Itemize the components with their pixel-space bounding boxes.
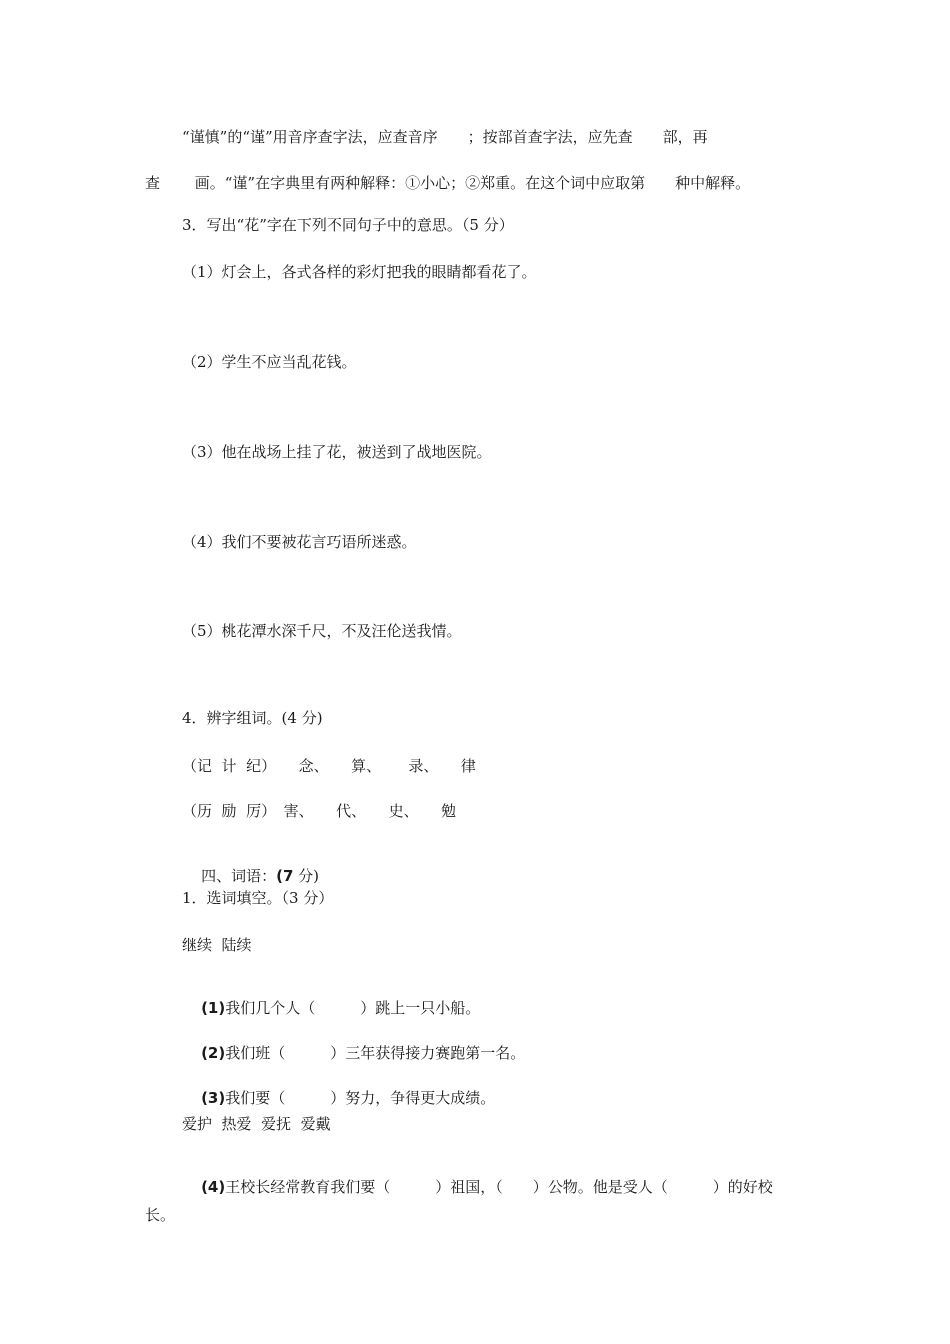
item-number: (1) xyxy=(201,999,226,1017)
text-line-2: 查 画。“谨”在字典里有两种解释：①小心；②郑重。在这个词中应取第 种中解释。 xyxy=(145,174,751,192)
text-line-1: “谨慎”的“谨”用音序查字法，应查音序 ；按部首查字法，应先查 部，再 xyxy=(182,128,708,146)
section-4-title: 四、词语： xyxy=(201,867,277,885)
sentence-1: （1）灯会上，各式各样的彩灯把我的眼睛都看花了。 xyxy=(182,263,537,281)
word-choices-2: 爱护 热爱 爱抚 爱戴 xyxy=(182,1115,331,1133)
item-number: (2) xyxy=(201,1044,226,1062)
fill-blank-4 xyxy=(182,1157,773,1217)
item-number: (4) xyxy=(201,1178,226,1196)
fill-blank-4-continued: 长。 xyxy=(145,1206,176,1224)
question-3-heading: 3．写出“花”字在下列不同句子中的意思。（5 分） xyxy=(182,216,514,234)
item-text: 我们几个人（ ）跳上一只小船。 xyxy=(225,999,481,1017)
item-text: 我们要（ ）努力，争得更大成绩。 xyxy=(225,1089,496,1107)
question-1-heading: 1．选词填空。（3 分） xyxy=(182,889,334,907)
sentence-2: （2）学生不应当乱花钱。 xyxy=(182,353,357,371)
word-group-row-1: （记 计 纪） 念、 算、 录、 律 xyxy=(182,757,476,775)
sentence-3: （3）他在战场上挂了花，被送到了战地医院。 xyxy=(182,443,492,461)
item-number: (3) xyxy=(201,1089,226,1107)
item-text: 王校长经常教育我们要（ ）祖国，（ ）公物。他是受人（ ）的好校 xyxy=(225,1178,773,1196)
item-text: 我们班（ ）三年获得接力赛跑第一名。 xyxy=(225,1044,526,1062)
word-group-row-2: （历 励 厉） 害、 代、 史、 勉 xyxy=(182,802,457,820)
question-4-heading: 4．辨字组词。(4 分) xyxy=(182,709,323,727)
word-choices-1: 继续 陆续 xyxy=(182,936,252,954)
sentence-4: （4）我们不要被花言巧语所迷惑。 xyxy=(182,533,417,551)
section-4-score: (7 xyxy=(276,867,294,885)
sentence-5: （5）桃花潭水深千尺，不及汪伦送我情。 xyxy=(182,622,462,640)
section-4-score-unit: 分) xyxy=(293,867,320,885)
